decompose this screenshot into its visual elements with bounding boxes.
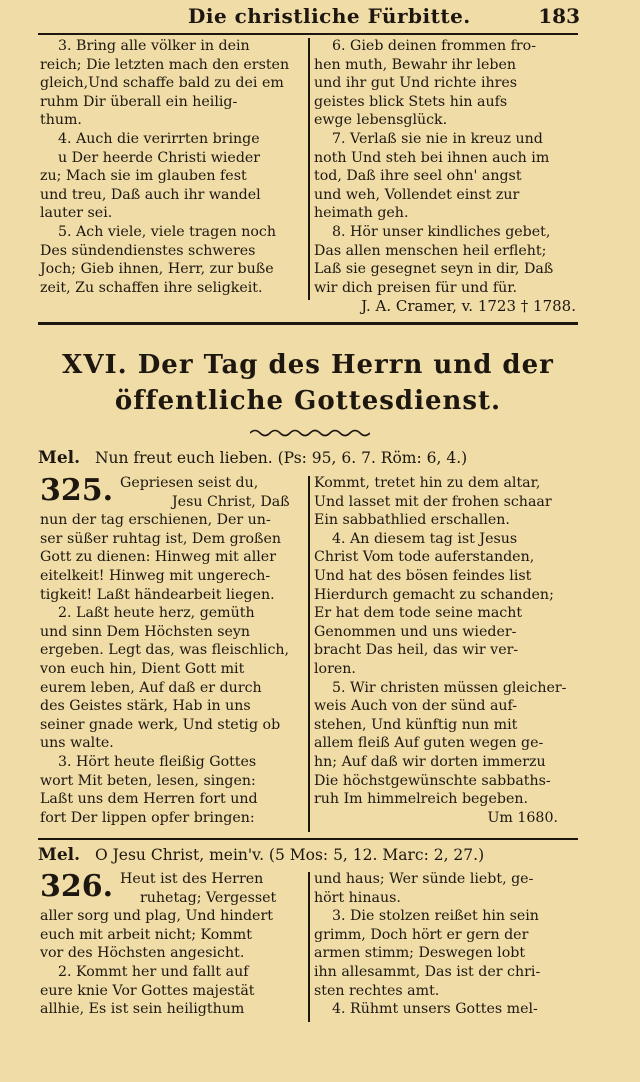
hymn-author: J. A. Cramer, v. 1723 † 1788. [361,297,576,316]
text-line: seiner gnade werk, Und stetig ob [40,716,281,733]
text-line: tigkeit! Laßt händearbeit liegen. [40,586,275,603]
text-line: uns walte. [40,735,114,752]
text-line: Genommen und uns wieder- [314,623,517,640]
hymn-divider-rule [38,838,578,840]
text-line: allem fleiß Auf guten wegen ge- [314,735,544,752]
running-title: Die christliche Fürbitte. [188,4,471,28]
text-line: tod, Daß ihre seel ohn' angst [314,168,522,185]
text-line: des Geistes stärk, Hab in uns [40,698,251,715]
text-line: Laßt uns dem Herren fort und [40,791,258,808]
melody-text: Nun freut euch lieben. (Ps: 95, 6. 7. Röm: 6, 4.) [94,449,468,467]
text-line: aller sorg und plag, Und hindert [40,908,273,925]
text-line: ser süßer ruhtag ist, Dem großen [40,530,282,547]
text-line: zeit, Zu schaffen ihre seligkeit. [40,279,263,296]
text-line: Die höchstgewünschte sabbaths- [314,772,551,789]
hymn-326-right-column [314,870,576,1019]
text-line: ewge lebensglück. [314,112,448,129]
text-line: noth Und steh bei ihnen auch im [314,149,550,166]
text-line: nun der tag erschienen, Der un- [40,512,271,529]
text-line: u Der heerde Christi wieder [58,149,261,166]
text-line: thum. [40,112,82,129]
text-line: reich; Die letzten mach den ersten [40,56,290,73]
text-line: ruhm Dir überall ein heilig- [40,93,238,110]
text-line: wir dich preisen für und für. [314,279,517,296]
melody-label: Mel. [38,845,81,865]
hymn-number-325: 325. [40,473,114,508]
text-line: von euch hin, Dient Gott mit [40,660,245,677]
text-line: und ihr gut Und richte ihres [314,75,518,92]
text-line: eurem leben, Auf daß er durch [40,679,262,696]
text-line: hen muth, Bewahr ihr leben [314,56,516,73]
hymn-number-326: 326. [40,869,114,904]
text-line: 8. Hör unser kindliches gebet, [332,223,551,240]
hymn-date: Um 1680. [487,809,558,826]
header-rule [38,33,578,35]
text-line: ruh Im himmelreich begeben. [314,791,529,808]
text-line: 4. Rühmt unsers Gottes mel- [332,1001,538,1018]
text-line: lauter sei. [40,205,113,222]
text-line: eure knie Vor Gottes majestät [40,982,255,999]
text-line: armen stimm; Deswegen lobt [314,945,526,962]
text-line: 3. Hört heute fleißig Gottes [58,753,257,770]
page-number: 183 [538,4,580,28]
melody-line-326 [38,845,578,867]
text-line: loren. [314,660,356,677]
text-line: und sinn Dem Höchsten seyn [40,623,251,640]
text-line: Hierdurch gemacht zu schanden; [314,586,554,603]
column-divider [308,872,310,1022]
column-divider [308,38,310,300]
text-line: heimath geh. [314,205,409,222]
text-line: zu; Mach sie im glauben fest [40,168,247,185]
text-line: bracht Das heil, das wir ver- [314,642,519,659]
text-line: 3. Bring alle völker in dein [58,38,250,54]
text-line: Christ Vom tode auferstanden, [314,549,535,566]
text-line: vor des Höchsten angesicht. [40,945,245,962]
text-line: hn; Auf daß wir dorten immerzu [314,753,546,770]
text-line: hört hinaus. [314,889,401,906]
text-line: grimm, Doch hört er gern der [314,926,529,943]
text-line: Des sündendienstes schweres [40,242,256,259]
hymn-325-right-column [314,474,576,827]
text-line: gleich,Und schaffe bald zu dei em [40,75,284,92]
section-rule [38,322,578,325]
text-line: 6. Gieb deinen frommen fro- [332,38,536,54]
text-line: 5. Ach viele, viele tragen noch [58,223,277,240]
text-line: ergeben. Legt das, was fleischlich, [40,642,290,659]
text-line: eitelkeit! Hinweg mit ungerech- [40,567,271,584]
text-line: und weh, Vollendet einst zur [314,186,520,203]
text-line: 4. Auch die verirrten bringe [58,130,260,147]
text-line: Laß sie gesegnet seyn in dir, Daß [314,261,554,278]
text-line: sten rechtes amt. [314,982,440,999]
text-line: Und hat des bösen feindes list [314,567,532,584]
wave-ornament [250,428,370,438]
text-line: ruhetag; Vergesset [140,889,277,906]
section-heading-line-1: XVI. Der Tag des Herrn und der [62,350,554,380]
prev-hymn-left-column [40,37,302,297]
text-line: und treu, Daß auch ihr wandel [40,186,261,203]
text-line: 7. Verlaß sie nie in kreuz und [332,130,543,147]
text-line: 4. An diesem tag ist Jesus [332,530,518,547]
text-line: 2. Laßt heute herz, gemüth [58,605,255,622]
melody-text: O Jesu Christ, mein'v. (5 Mos: 5, 12. Marc: 2, 27.) [94,846,485,864]
text-line: Gott zu dienen: Hinweg mit aller [40,549,276,566]
running-head [38,4,580,34]
text-line: Joch; Gieb ihnen, Herr, zur buße [40,261,274,278]
text-line: Ein sabbathlied erschallen. [314,512,510,529]
text-line: Er hat dem tode seine macht [314,605,523,622]
text-line: 5. Wir christen müssen gleicher- [332,679,567,696]
melody-line-325 [38,448,578,470]
text-line: und haus; Wer sünde liebt, ge- [314,871,534,887]
text-line: euch mit arbeit nicht; Kommt [40,926,252,943]
text-line: 2. Kommt her und fallt auf [58,963,249,980]
prev-hymn-right-column [314,37,576,316]
text-line: Und lasset mit der frohen schaar [314,493,552,510]
text-line: weis Auch von der sünd auf- [314,698,518,715]
melody-label: Mel. [38,448,81,468]
text-line: Heut ist des Herren [120,871,264,887]
text-line: stehen, Und künftig nun mit [314,716,518,733]
column-divider [308,476,310,832]
text-line: geistes blick Stets hin aufs [314,93,508,110]
text-line: ihn allesammt, Das ist der chri- [314,963,541,980]
text-line: fort Der lippen opfer bringen: [40,809,255,826]
text-line: Gepriesen seist du, [120,475,259,491]
text-line: allhie, Es ist sein heiligthum [40,1001,245,1018]
text-line: 3. Die stolzen reißet hin sein [332,908,539,925]
text-line: wort Mit beten, lesen, singen: [40,772,256,789]
section-heading-line-2: öffentliche Gottesdienst. [114,386,502,416]
text-line: Das allen menschen heil erfleht; [314,242,547,259]
hymn-325-left-column [40,474,302,827]
hymn-326-left-column [40,870,302,1019]
text-line: Kommt, tretet hin zu dem altar, [314,475,541,491]
text-line: Jesu Christ, Daß [172,493,290,510]
